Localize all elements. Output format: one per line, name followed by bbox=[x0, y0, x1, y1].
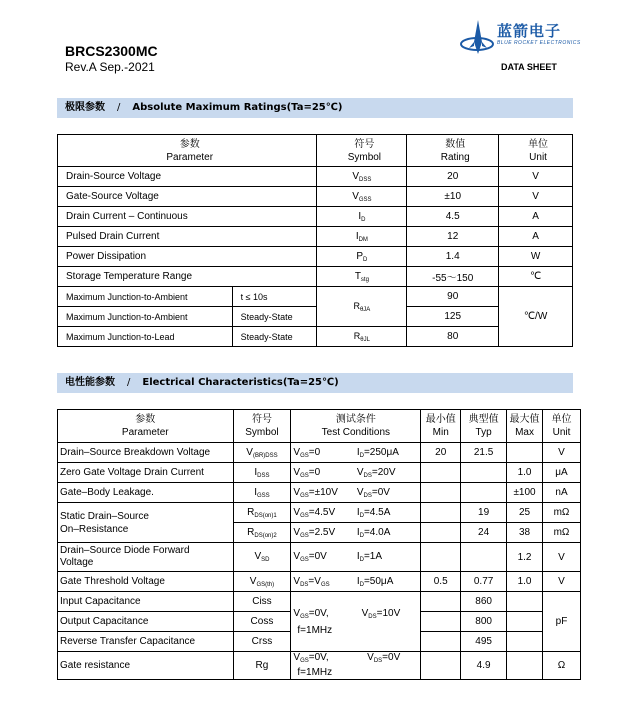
condition-cell: $V_{DS}=0V$ bbox=[355, 483, 421, 503]
param-cell: Drain Current – Continuous bbox=[58, 207, 317, 227]
hdr-param-en: Parameter bbox=[166, 151, 214, 163]
symbol-cell: $R_{\theta JL}$ bbox=[317, 327, 407, 347]
table-row bbox=[58, 287, 573, 307]
table-row bbox=[58, 227, 573, 247]
unit-cell: V bbox=[499, 167, 573, 187]
part-number: BRCS2300MC bbox=[65, 43, 158, 59]
hdr-min-en: Min bbox=[432, 427, 449, 438]
param-cell: Drain–Source Diode Forward Voltage bbox=[58, 543, 234, 572]
min-cell bbox=[421, 632, 461, 652]
table-row bbox=[58, 483, 581, 503]
condition-cell: Steady-State bbox=[232, 327, 317, 347]
param-cell: Storage Temperature Range bbox=[58, 267, 317, 287]
condition-cell: $V_{DS}=V_{GS}$ bbox=[291, 572, 355, 592]
table-row bbox=[58, 652, 581, 680]
unit-cell: A bbox=[499, 207, 573, 227]
max-cell bbox=[507, 632, 543, 652]
unit-cell: Ω bbox=[543, 652, 581, 680]
max-cell bbox=[507, 443, 543, 463]
param-cell: Drain–Source Breakdown Voltage bbox=[58, 443, 234, 463]
condition-cell: $V_{GS}=4.5V$ bbox=[291, 503, 355, 523]
symbol-cell: Crss bbox=[233, 632, 291, 652]
min-cell bbox=[421, 612, 461, 632]
param-cell: Pulsed Drain Current bbox=[58, 227, 317, 247]
condition-cell: $I_D=1A$ bbox=[355, 543, 421, 572]
hdr-param-cn: 参数 bbox=[179, 138, 200, 150]
param-cell: Output Capacitance bbox=[58, 612, 234, 632]
table-row bbox=[58, 463, 581, 483]
symbol-cell: $I_{GSS}$ bbox=[233, 483, 291, 503]
min-cell bbox=[421, 592, 461, 612]
condition-cell: $I_D=50\mu A$ bbox=[355, 572, 421, 592]
hdr-sym-en: Symbol bbox=[245, 427, 279, 438]
min-cell bbox=[421, 503, 461, 523]
symbol-cell: $R_{\theta JA}$ bbox=[317, 287, 407, 327]
min-cell bbox=[421, 463, 461, 483]
abs-max-section-header bbox=[57, 98, 573, 118]
electrical-table bbox=[57, 409, 581, 680]
max-cell: ±100 bbox=[507, 483, 543, 503]
condition-cell: $V_{GS}=0V$, $V_{DS}=0V$ f=1MHz bbox=[291, 652, 421, 680]
max-cell: 1.0 bbox=[507, 572, 543, 592]
condition-cell: $V_{DS}=20V$ bbox=[355, 463, 421, 483]
electrical-section-header bbox=[57, 373, 573, 393]
ele-title-cn: 电性能参数 bbox=[65, 377, 115, 388]
condition-cell: $V_{GS}=0V$ bbox=[291, 543, 355, 572]
table-row bbox=[58, 307, 573, 327]
table-row bbox=[58, 207, 573, 227]
logo-text-cn: 蓝箭电子 bbox=[497, 22, 562, 40]
unit-cell: μA bbox=[543, 463, 581, 483]
table-row bbox=[58, 443, 581, 463]
condition-cell: $V_{GS}=0$ bbox=[291, 463, 355, 483]
symbol-cell: $V_{GS(th)}$ bbox=[233, 572, 291, 592]
ele-title-sep: / bbox=[127, 377, 131, 388]
symbol-cell: $I_{DM}$ bbox=[317, 227, 407, 247]
unit-cell: nA bbox=[543, 483, 581, 503]
table-row bbox=[58, 187, 573, 207]
typ-cell: 24 bbox=[461, 523, 507, 543]
symbol-cell: Coss bbox=[233, 612, 291, 632]
param-cell: Maximum Junction-to-Lead bbox=[58, 327, 233, 347]
ele-table-header bbox=[58, 410, 581, 443]
unit-cell: V bbox=[543, 572, 581, 592]
min-cell: 20 bbox=[421, 443, 461, 463]
hdr-max-cn: 最大值 bbox=[509, 414, 540, 425]
rating-cell: 125 bbox=[407, 307, 499, 327]
param-cell: Zero Gate Voltage Drain Current bbox=[58, 463, 234, 483]
param-cell: Gate resistance bbox=[58, 652, 234, 680]
revision: Rev.A Sep.-2021 bbox=[65, 60, 155, 74]
param-cell: Maximum Junction-to-Ambient bbox=[58, 287, 233, 307]
ele-title-en: Electrical Characteristics(Ta=25℃) bbox=[142, 377, 339, 388]
symbol-cell: $V_{DSS}$ bbox=[317, 167, 407, 187]
min-cell bbox=[421, 523, 461, 543]
table-row bbox=[58, 247, 573, 267]
rating-cell: 20 bbox=[407, 167, 499, 187]
symbol-cell: $R_{DS(on)2}$ bbox=[233, 523, 291, 543]
unit-cell: ℃/W bbox=[499, 287, 573, 347]
hdr-cond-en: Test Conditions bbox=[321, 427, 391, 438]
table-row bbox=[58, 543, 581, 572]
param-cell: Drain-Source Voltage bbox=[58, 167, 317, 187]
typ-cell: 4.9 bbox=[461, 652, 507, 680]
rating-cell: 1.4 bbox=[407, 247, 499, 267]
max-cell bbox=[507, 652, 543, 680]
unit-cell: V bbox=[543, 543, 581, 572]
hdr-param-en: Parameter bbox=[121, 427, 169, 438]
max-cell: 25 bbox=[507, 503, 543, 523]
condition-cell: Steady-State bbox=[232, 307, 317, 327]
max-cell bbox=[507, 612, 543, 632]
abs-table-header bbox=[58, 135, 573, 167]
table-row bbox=[58, 572, 581, 592]
symbol-cell: $T_{stg}$ bbox=[317, 267, 407, 287]
unit-cell: V bbox=[543, 443, 581, 463]
hdr-sym-en: Symbol bbox=[347, 151, 382, 163]
hdr-min-cn: 最小值 bbox=[425, 414, 456, 425]
typ-cell bbox=[461, 463, 507, 483]
unit-cell: ℃ bbox=[499, 267, 573, 287]
unit-cell: A bbox=[499, 227, 573, 247]
hdr-unit-en: Unit bbox=[529, 151, 547, 163]
hdr-max-en: Max bbox=[515, 427, 534, 438]
logo-text-en: BLUE ROCKET ELECTRONICS bbox=[497, 40, 581, 46]
min-cell bbox=[421, 483, 461, 503]
condition-cell: t ≤ 10s bbox=[232, 287, 317, 307]
rating-cell: -55～150 bbox=[407, 267, 499, 287]
condition-cell: $V_{GS}=0$ bbox=[291, 443, 355, 463]
condition-cell: $V_{GS}=0V$, $V_{DS}=10V$ f=1MHz bbox=[291, 592, 421, 652]
hdr-sym-cn: 符号 bbox=[354, 138, 375, 150]
condition-cell: $V_{GS}=\pm 10V$ bbox=[291, 483, 355, 503]
rating-cell: 80 bbox=[407, 327, 499, 347]
symbol-cell: $R_{DS(on)1}$ bbox=[233, 503, 291, 523]
hdr-param-cn: 参数 bbox=[135, 414, 156, 425]
typ-cell bbox=[461, 543, 507, 572]
condition-cell: $V_{GS}=2.5V$ bbox=[291, 523, 355, 543]
hdr-typ-cn: 典型值 bbox=[468, 414, 499, 425]
typ-cell: 860 bbox=[461, 592, 507, 612]
typ-cell: 495 bbox=[461, 632, 507, 652]
abs-max-table bbox=[57, 134, 573, 347]
param-cell: Gate–Body Leakage. bbox=[58, 483, 234, 503]
symbol-cell: Ciss bbox=[233, 592, 291, 612]
hdr-sym-cn: 符号 bbox=[251, 414, 272, 425]
hdr-unit-cn: 单位 bbox=[528, 138, 549, 150]
min-cell bbox=[421, 652, 461, 680]
hdr-unit-en: Unit bbox=[552, 427, 571, 438]
doc-type-label: DATA SHEET bbox=[501, 62, 557, 72]
hdr-cond-cn: 测试条件 bbox=[335, 414, 376, 425]
hdr-rating-en: Rating bbox=[440, 151, 470, 163]
rating-cell: 90 bbox=[407, 287, 499, 307]
abs-title-sep: / bbox=[117, 102, 121, 113]
abs-title-cn: 极限参数 bbox=[65, 102, 105, 113]
unit-cell: W bbox=[499, 247, 573, 267]
unit-cell: mΩ bbox=[543, 523, 581, 543]
param-cell: Static Drain–Source On–Resistance bbox=[58, 503, 234, 543]
table-row bbox=[58, 267, 573, 287]
symbol-cell: $V_{SD}$ bbox=[233, 543, 291, 572]
table-row bbox=[58, 503, 581, 523]
hdr-rating-cn: 数值 bbox=[445, 138, 466, 150]
typ-cell: 21.5 bbox=[461, 443, 507, 463]
abs-title-en: Absolute Maximum Ratings(Ta=25℃) bbox=[132, 102, 343, 113]
min-cell bbox=[421, 543, 461, 572]
condition-cell: $I_D=4.5A$ bbox=[355, 503, 421, 523]
unit-cell: mΩ bbox=[543, 503, 581, 523]
table-row bbox=[58, 167, 573, 187]
param-cell: Maximum Junction-to-Ambient bbox=[58, 307, 233, 327]
param-cell: Gate Threshold Voltage bbox=[58, 572, 234, 592]
symbol-cell: $P_D$ bbox=[317, 247, 407, 267]
typ-cell: 19 bbox=[461, 503, 507, 523]
param-cell: Reverse Transfer Capacitance bbox=[58, 632, 234, 652]
max-cell: 38 bbox=[507, 523, 543, 543]
typ-cell bbox=[461, 483, 507, 503]
condition-cell: $I_D=4.0A$ bbox=[355, 523, 421, 543]
min-cell: 0.5 bbox=[421, 572, 461, 592]
typ-cell: 0.77 bbox=[461, 572, 507, 592]
max-cell: 1.2 bbox=[507, 543, 543, 572]
table-row bbox=[58, 592, 581, 612]
symbol-cell: $I_{DSS}$ bbox=[233, 463, 291, 483]
typ-cell: 800 bbox=[461, 612, 507, 632]
symbol-cell: $V_{(BR)DSS}$ bbox=[233, 443, 291, 463]
symbol-cell: Rg bbox=[233, 652, 291, 680]
rating-cell: 12 bbox=[407, 227, 499, 247]
param-cell: Gate-Source Voltage bbox=[58, 187, 317, 207]
unit-cell: pF bbox=[543, 592, 581, 652]
hdr-unit-cn: 单位 bbox=[551, 414, 572, 425]
param-cell: Power Dissipation bbox=[58, 247, 317, 267]
unit-cell: V bbox=[499, 187, 573, 207]
rating-cell: 4.5 bbox=[407, 207, 499, 227]
max-cell: 1.0 bbox=[507, 463, 543, 483]
symbol-cell: $V_{GSS}$ bbox=[317, 187, 407, 207]
symbol-cell: $I_D$ bbox=[317, 207, 407, 227]
rating-cell: ±10 bbox=[407, 187, 499, 207]
hdr-typ-en: Typ bbox=[475, 427, 492, 438]
param-cell: Input Capacitance bbox=[58, 592, 234, 612]
max-cell bbox=[507, 592, 543, 612]
condition-cell: $I_D=250\mu A$ bbox=[355, 443, 421, 463]
table-row bbox=[58, 327, 573, 347]
